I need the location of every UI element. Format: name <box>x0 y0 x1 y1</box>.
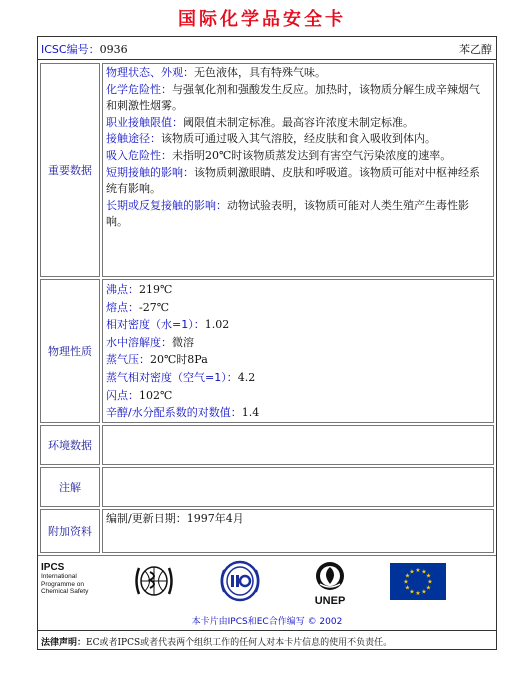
safety-card <box>37 36 497 650</box>
item-key: 职业接触限值： <box>106 115 183 129</box>
item-value: 20℃时8Pa <box>150 353 208 367</box>
section-physical-content <box>102 279 494 423</box>
svg-text:★: ★ <box>403 578 409 586</box>
ipcs-line: International <box>41 573 77 580</box>
item-key: 长期或反复接触的影响： <box>106 198 227 212</box>
ipcs-title: IPCS <box>41 562 65 573</box>
ipcs-block <box>41 562 88 596</box>
svg-text:★: ★ <box>425 584 432 592</box>
important-item <box>106 65 490 82</box>
important-item <box>106 131 490 148</box>
item-key: 辛醇/水分配系数的对数值： <box>106 406 242 420</box>
svg-text:★: ★ <box>421 568 427 576</box>
important-item <box>106 148 490 165</box>
icsc-label: ICSC编号： <box>41 43 100 56</box>
section-label-environment: 环境数据 <box>40 425 100 465</box>
organization-logos <box>38 555 496 631</box>
svg-text:★: ★ <box>409 568 415 576</box>
item-value: 102℃ <box>139 388 173 402</box>
physical-item <box>106 404 490 422</box>
svg-text:★: ★ <box>409 588 415 596</box>
section-label-physical: 物理性质 <box>40 279 100 423</box>
important-item <box>106 198 490 231</box>
physical-item <box>106 334 490 352</box>
icsc-number <box>41 41 128 57</box>
ilo-emblem-icon <box>216 560 264 606</box>
item-key: 短期接触的影响： <box>106 165 194 179</box>
card-header <box>38 38 496 60</box>
item-value: 219℃ <box>139 283 173 296</box>
item-key: 物理状态、外观： <box>106 66 194 79</box>
item-value: 1.4 <box>241 406 260 420</box>
physical-item <box>106 369 490 387</box>
svg-text:★: ★ <box>421 588 427 596</box>
item-value: 未指明20℃时该物质蒸发达到有害空气污染浓度的速率。 <box>172 148 452 162</box>
physical-item <box>106 351 490 369</box>
legal-text: EC或者IPCS或者代表两个组织工作的任何人对本卡片信息的使用不负责任。 <box>86 638 393 648</box>
unep-emblem-icon <box>300 560 360 607</box>
item-value: 与强氧化剂和强酸发生反应。加热时，该物质分解生成辛辣烟气和刺激性烟雾。 <box>106 82 480 113</box>
section-label-important: 重要数据 <box>40 63 100 277</box>
item-value: 无色液体，具有特殊气味。 <box>194 66 326 79</box>
svg-text:★: ★ <box>404 572 411 580</box>
ipcs-line: Chemical Safety <box>41 588 89 595</box>
item-key: 吸入危险性： <box>106 148 172 162</box>
section-additional-content: 编制/更新日期：1997年4月 <box>102 509 494 553</box>
item-value: 阈限值未制定标准。最高容许浓度未制定标准。 <box>183 115 414 129</box>
svg-text:★: ★ <box>404 584 411 592</box>
physical-item <box>106 281 490 299</box>
item-key: 接触途径： <box>106 132 161 146</box>
svg-text:★: ★ <box>427 578 433 586</box>
item-value: 1.02 <box>204 318 230 332</box>
item-value: 该物质可通过吸入其气溶胶，经皮肤和食入吸收到体内。 <box>161 132 436 146</box>
physical-item <box>106 299 490 317</box>
item-value: 微溶 <box>172 335 194 349</box>
item-key: 化学危险性： <box>106 82 172 96</box>
item-key: 沸点： <box>106 283 139 296</box>
ipcs-line: Programme on <box>41 580 84 588</box>
item-value: 该物质刺激眼睛、皮肤和呼吸道。该物质可能对中枢神经系统有影响。 <box>106 165 480 196</box>
unep-label: UNEP <box>314 595 346 607</box>
item-key: 水中溶解度： <box>106 335 172 349</box>
legal-notice <box>41 635 392 648</box>
svg-text:★: ★ <box>415 590 421 597</box>
chemical-name: 苯乙醇 <box>459 43 492 56</box>
item-key: 熔点： <box>106 300 139 314</box>
important-item <box>106 115 490 132</box>
item-value: 4.2 <box>237 370 256 384</box>
card-title: 国际化学品安全卡 <box>178 9 346 30</box>
svg-text:★: ★ <box>415 567 421 574</box>
icsc-value: 0936 <box>99 43 128 56</box>
section-label-additional: 附加资料 <box>40 509 100 553</box>
eu-flag-icon <box>390 563 446 604</box>
section-important-content <box>102 63 494 277</box>
physical-item <box>106 316 490 334</box>
item-key: 相对密度（水=1）： <box>106 318 205 332</box>
item-key: 蒸气相对密度（空气=1）： <box>106 370 238 384</box>
legal-label: 法律声明： <box>41 638 87 648</box>
section-label-notes: 注解 <box>40 467 100 507</box>
important-item <box>106 165 490 198</box>
section-notes-content <box>102 467 494 507</box>
physical-item <box>106 387 490 405</box>
important-item <box>106 82 490 115</box>
svg-text:★: ★ <box>425 572 432 580</box>
item-key: 蒸气压： <box>106 353 150 367</box>
section-environment-content <box>102 425 494 465</box>
item-value: 动物试验表明，该物质可能对人类生殖产生毒性影响。 <box>106 198 469 229</box>
who-emblem-icon <box>130 560 178 606</box>
item-value: -27℃ <box>139 300 170 314</box>
item-key: 闪点： <box>106 388 139 402</box>
credit-line: 本卡片由IPCS和EC合作编写 © 2002 <box>191 617 343 627</box>
